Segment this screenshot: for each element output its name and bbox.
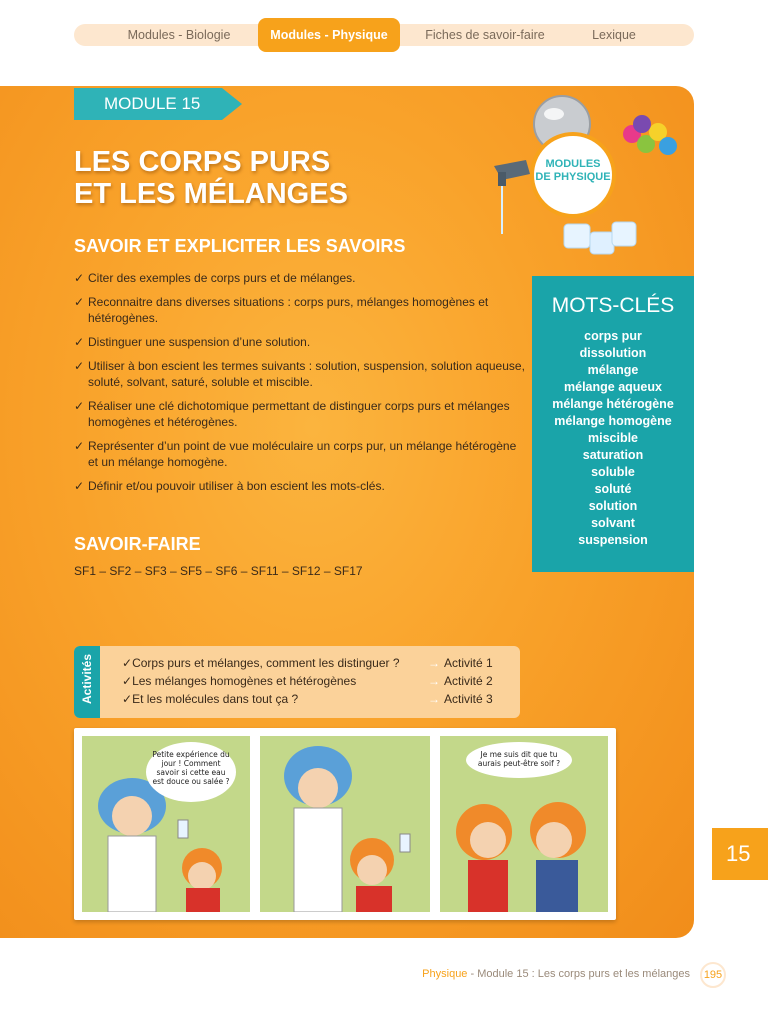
list-item <box>74 398 528 430</box>
check-icon: ✓ <box>122 692 133 706</box>
keywords-title: MOTS-CLÉS <box>551 294 675 317</box>
list-item <box>74 294 528 326</box>
comic-panel-3 <box>440 736 608 912</box>
page-title <box>74 146 348 210</box>
arrow-right-icon: → <box>428 692 440 706</box>
arrow-right-icon: → <box>428 656 440 670</box>
check-icon: ✓ <box>74 359 85 373</box>
list-item-text: Citer des exemples de corps purs et de mélanges. <box>88 271 356 285</box>
arrow-right-icon: → <box>428 674 440 688</box>
keyword[interactable]: dissolution <box>579 346 647 360</box>
activities-label: Activités <box>80 653 94 705</box>
check-icon: ✓ <box>74 271 85 285</box>
keywords-box <box>532 276 694 572</box>
keyword[interactable]: solvant <box>591 516 635 530</box>
physics-modules-badge <box>530 132 616 218</box>
keyword[interactable]: soluble <box>591 465 635 479</box>
keyword[interactable]: mélange <box>587 363 639 377</box>
savoirs-list <box>74 270 528 502</box>
keyword[interactable]: mélange hétérogène <box>552 397 674 411</box>
page-footer <box>422 968 690 980</box>
comic-panel-2 <box>260 736 430 912</box>
footer-text: - Module 15 : Les corps purs et les mélanges <box>467 968 690 980</box>
list-item-text: Représenter d’un point de vue moléculaire un corps pur, un mélange hétérogène et un mélange homogène. <box>88 439 517 469</box>
chapter-tab[interactable]: 15 <box>712 828 768 880</box>
savoir-faire-codes: SF1 – SF2 – SF3 – SF5 – SF6 – SF11 – SF12 – SF17 <box>74 564 363 578</box>
list-item-text: Définir et/ou pouvoir utiliser à bon escient les mots-clés. <box>88 479 385 493</box>
keyword[interactable]: saturation <box>582 448 644 462</box>
tab-modules-physique[interactable]: Modules - Physique <box>258 18 400 52</box>
keyword[interactable]: miscible <box>587 431 639 445</box>
activity-text: Et les molécules dans tout ça ? <box>132 692 299 706</box>
activity-link[interactable]: Activité 2 <box>444 674 493 688</box>
activity-row[interactable] <box>122 674 502 690</box>
speech-bubble-2: Je me suis dit que tu aurais peut-être soif ? <box>466 742 572 778</box>
activity-link[interactable]: Activité 3 <box>444 692 493 706</box>
list-item-text: Réaliser une clé dichotomique permettant de distinguer corps purs et mélanges homogènes et hétérogènes. <box>88 399 510 429</box>
list-item <box>74 334 528 350</box>
list-item <box>74 478 528 494</box>
check-icon: ✓ <box>122 656 133 670</box>
check-icon: ✓ <box>74 439 85 453</box>
keyword[interactable]: corps pur <box>584 329 642 343</box>
list-item <box>74 270 528 286</box>
badge-line-2: DE PHYSIQUE <box>535 171 611 183</box>
keyword[interactable]: solution <box>588 499 638 513</box>
check-icon: ✓ <box>122 674 133 688</box>
savoirs-heading: SAVOIR ET EXPLICITER LES SAVOIRS <box>74 236 406 256</box>
speech-bubble-1: Petite expérience du jour ! Comment savoir si cette eau est douce ou salée ? <box>146 742 236 802</box>
module-panel <box>0 86 694 938</box>
list-item-text: Utiliser à bon escient les termes suivants : solution, suspension, solution aqueuse, soluté, solvant, saturé, soluble et miscible. <box>88 359 525 389</box>
activities-box <box>74 646 520 718</box>
keyword[interactable]: mélange homogène <box>554 414 672 428</box>
tab-fiches-savoir-faire[interactable]: Fiches de savoir-faire <box>425 28 545 42</box>
tab-modules-biologie[interactable]: Modules - Biologie <box>127 28 231 42</box>
comic-drawing-2 <box>260 736 430 912</box>
savoir-faire-heading: SAVOIR-FAIRE <box>74 534 201 554</box>
list-item <box>74 438 528 470</box>
activity-text: Les mélanges homogènes et hétérogènes <box>132 674 357 688</box>
check-icon: ✓ <box>74 335 85 349</box>
title-line-1: LES CORPS PURS <box>74 146 331 178</box>
badge-line-1: MODULES <box>545 158 601 170</box>
activities-side-label <box>74 646 100 718</box>
list-item <box>74 358 528 390</box>
list-item-text: Distinguer une suspension d’une solution. <box>88 335 311 349</box>
footer-subject: Physique <box>422 968 468 980</box>
comic-panel-1 <box>82 736 250 912</box>
title-line-2: ET LES MÉLANGES <box>74 178 348 210</box>
tab-lexique[interactable]: Lexique <box>592 28 636 42</box>
keyword[interactable]: mélange aqueux <box>564 380 662 394</box>
list-item-text: Reconnaitre dans diverses situations : corps purs, mélanges homogènes et hétérogènes. <box>88 295 489 325</box>
comic-strip <box>74 728 616 920</box>
activity-row[interactable] <box>122 656 502 672</box>
keyword[interactable]: soluté <box>594 482 632 496</box>
module-tag: MODULE 15 <box>74 88 222 120</box>
keyword[interactable]: suspension <box>578 533 648 547</box>
top-navigation <box>74 24 694 46</box>
check-icon: ✓ <box>74 399 85 413</box>
activity-text: Corps purs et mélanges, comment les distinguer ? <box>132 656 400 670</box>
check-icon: ✓ <box>74 479 85 493</box>
page-number: 195 <box>700 962 726 988</box>
activity-link[interactable]: Activité 1 <box>444 656 493 670</box>
check-icon: ✓ <box>74 295 85 309</box>
activity-row[interactable] <box>122 692 502 708</box>
